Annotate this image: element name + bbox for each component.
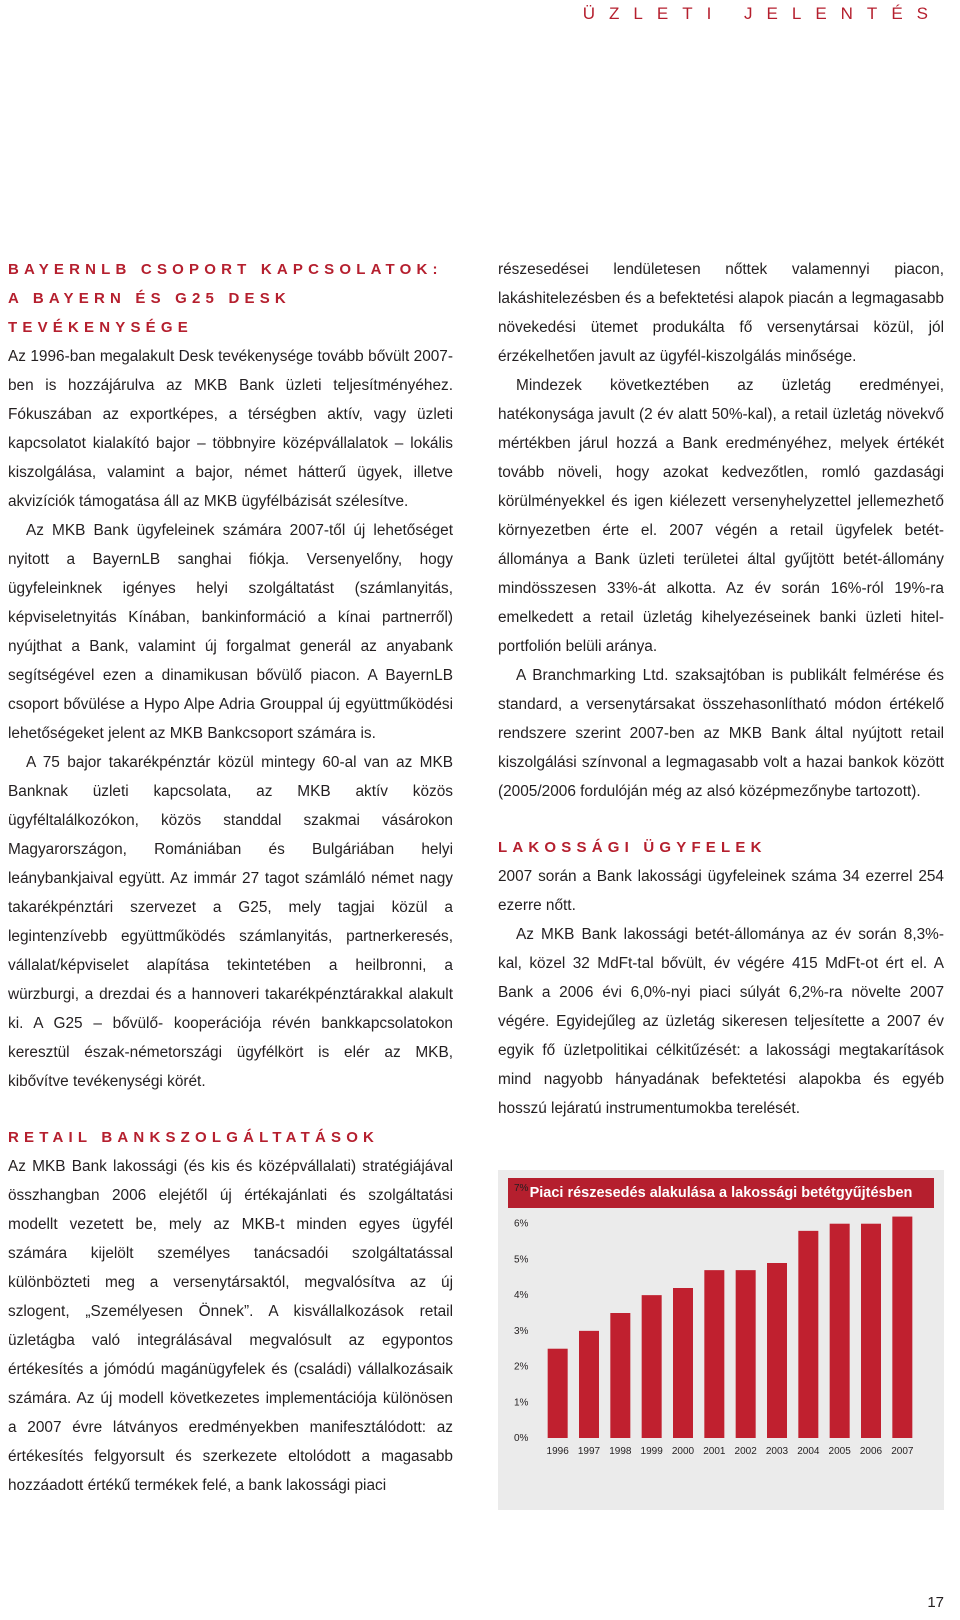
x-tick-label: 1998 xyxy=(609,1446,632,1457)
bar-1998 xyxy=(610,1313,630,1438)
y-tick-label: 3% xyxy=(514,1325,529,1337)
y-tick-label: 4% xyxy=(514,1290,529,1302)
section-heading-bayernlb xyxy=(8,255,453,342)
y-tick-label: 7% xyxy=(514,1183,529,1194)
bar-2000 xyxy=(673,1288,693,1438)
paragraph: A 75 bajor takarékpénztár közül mintegy 60-al van az MKB Banknak üzleti kapcsolata, az MKB aktív közös ügyféltalálkozókon, közös standdal szakmai vásárokon Magyarországon, Romániában és Bulgáriában helyi leánybankjaival együtt. Az immár 27 tagot számláló német nagy takarékpénztári szervezet a G25, mely tagjai közül a legintenzívebb együttműködés számlanyitás, partnerkeresés, vállalat/képviselet alapítása tekintetében a heilbronni, a würzburgi, a drezdai és a hannoveri takarékpénztárakkal alakult ki. A G25 – bővülő- kooperációja révén bankkapcsolatokon keresztül észak-németországi ügyfélkört is elér az MKB, kibővítve tevékenységi körét. xyxy=(8,754,453,1090)
market-share-chart xyxy=(498,1170,944,1510)
x-tick-label: 2004 xyxy=(797,1446,820,1457)
heading-line-2: A BAYERN ÉS G25 DESK TEVÉKENYSÉGE xyxy=(8,290,291,336)
y-tick-label: 2% xyxy=(514,1361,529,1373)
paragraph: Az MKB Bank lakossági (és kis és középvállalati) stratégiájával összhangban 2006 elejétől új értékajánlati és szolgáltatási modellt vezetett be, mely az MKB-t minden egyes ügyfél számára kijelölt személyes tanácsadói szolgáltatással különbözteti meg a versenytársaktól, megvalósítva az új szlogent, „Személyesen Önnek”. A kisvállalkozások retail üzletágba való integrálásával megvalósult az egypontos értékesítés a jómódú magánügyfelek és (családi) vállalkozásaik számára. Az új modell következetes implementációja különösen a 2007 évre látványos eredményekben manifesztálódott: az értékesítés felgyorsult és szerkezete eltolódott a magasabb hozzáadott értékű termékek felé, a bank lakossági piaci xyxy=(8,1158,453,1494)
bar-2002 xyxy=(736,1270,756,1438)
bar-2006 xyxy=(861,1224,881,1438)
paragraph: Az 1996-ban megalakult Desk tevékenysége tovább bővült 2007-ben is hozzájárulva az MKB Bank üzleti teljesítményéhez. Fókuszában az exportképes, a térségben aktív, vagy üzleti kapcsolatot kialakító bajor – többnyire középvállalatok – lokális kiszolgálása, valamint a bajor, német hátterű ügyek, illetve akvizíciók támogatása áll az MKB ügyfélbázisát szélesítve. xyxy=(8,348,453,510)
paragraph: Az MKB Bank lakossági betét-állománya az év során 8,3%-kal, közel 32 MdFt-tal bővült, év végére 415 MdFt-ot ért el. A Bank a 2006 évi 6,0%-nyi piaci súlyát 6,2%-ra növelte 2007 végére. Egyidejűleg az üzletág sikeresen teljesítette a 2007 év egyik fő üzletpolitikai célkitűzését: a lakossági megtakarítások mind nagyobb hányadának befektetési alapokba és egyéb hosszú lejáratú instrumentumokba terelését. xyxy=(498,926,944,1117)
x-tick-label: 2003 xyxy=(765,1446,789,1457)
paragraph: 2007 során a Bank lakossági ügyfeleinek száma 34 ezerrel 254 ezerre nőtt. xyxy=(498,868,944,914)
right-column xyxy=(498,255,944,1123)
bar-2003 xyxy=(767,1263,787,1438)
page-number: 17 xyxy=(927,1594,944,1611)
left-column xyxy=(8,255,453,1500)
paragraph: Mindezek következtében az üzletág eredményei, hatékonysága javult (2 év alatt 50%-kal), a retail üzletág növekvő mértékben járul hozzá a Bank eredményéhez, melyek értékét tovább növeli, hogy azokat kedvezőtlen, romló gazdasági körülményekkel és igen kiélezett versenyhelyzettel jellemezhető környezetben érte el. 2007 végén a retail ügyfelek betét-állománya a Bank üzleti területei által gyűjtött betét-állomány mindösszesen 33%-át alkotta. Az év során 16%-ról 19%-ra emelkedett a retail üzletág kihelyezéseinek banki üzleti hitel-portfolión belüli aránya. xyxy=(498,377,944,655)
bar-1999 xyxy=(642,1295,662,1438)
paragraph: A Branchmarking Ltd. szaksajtóban is publikált felmérése és standard, a versenytársakat összehasonlítható módon értékelő rendszere szerint 2007-ben az MKB Bank által nyújtott retail kiszolgálási színvonal a legmagasabb volt a hazai bankok között (2005/2006 fordulóján még az alsó középmezőnybe tartozott). xyxy=(498,667,944,800)
bar-1996 xyxy=(548,1349,568,1438)
section-heading-lakossagi: LAKOSSÁGI ÜGYFELEK xyxy=(498,839,767,856)
running-title: ÜZLETI JELENTÉS xyxy=(582,4,942,23)
section-heading-retail: RETAIL BANKSZOLGÁLTATÁSOK xyxy=(8,1129,380,1146)
x-tick-label: 2002 xyxy=(734,1446,757,1457)
y-tick-label: 6% xyxy=(514,1218,529,1230)
paragraph: részesedései lendületesen nőttek valamennyi piacon, lakáshitelezésben és a befektetési alapok piacán a legmagasabb növekedési ütemet produkálta fő versenytársai közül, jól érzékelhetően javult az ügyfél-kiszolgálás minősége. xyxy=(498,261,944,365)
x-tick-label: 2006 xyxy=(859,1446,883,1457)
bar-2005 xyxy=(830,1224,850,1438)
chart-plot xyxy=(498,1170,944,1510)
x-tick-label: 2005 xyxy=(828,1446,851,1457)
y-tick-label: 0% xyxy=(514,1433,529,1444)
x-tick-label: 2001 xyxy=(703,1446,726,1457)
paragraph: Az MKB Bank ügyfeleinek számára 2007-től új lehetőséget nyitott a BayernLB sanghai fiókja. Versenyelőny, hogy ügyfeleinknek igényes helyi szolgáltatást (számlanyitás, képviseletnyitás Kínában, bankinformáció a kínai partnerről) nyújthat a Bank, valamint új forgalmat generál az anyabank segítségével ezen a dinamikusan bővülő piacon. A BayernLB csoport bővülése a Hypo Alpe Adria Grouppal új együttműködési lehetőségeket jelent az MKB Bankcsoport számára is. xyxy=(8,522,453,742)
x-tick-label: 1999 xyxy=(640,1446,663,1457)
y-tick-label: 5% xyxy=(514,1254,529,1266)
x-tick-label: 1996 xyxy=(546,1446,569,1457)
bar-2001 xyxy=(704,1270,724,1438)
bar-2007 xyxy=(892,1217,912,1438)
y-tick-label: 1% xyxy=(514,1397,529,1409)
bar-1997 xyxy=(579,1331,599,1438)
x-tick-label: 2007 xyxy=(891,1446,914,1457)
x-tick-label: 2000 xyxy=(671,1446,695,1457)
heading-line-1: BAYERNLB CSOPORT KAPCSOLATOK: xyxy=(8,261,443,278)
chart-title: Piaci részesedés alakulása a lakossági betétgyűjtésben xyxy=(508,1178,934,1208)
bar-2004 xyxy=(798,1231,818,1438)
x-tick-label: 1997 xyxy=(577,1446,601,1457)
